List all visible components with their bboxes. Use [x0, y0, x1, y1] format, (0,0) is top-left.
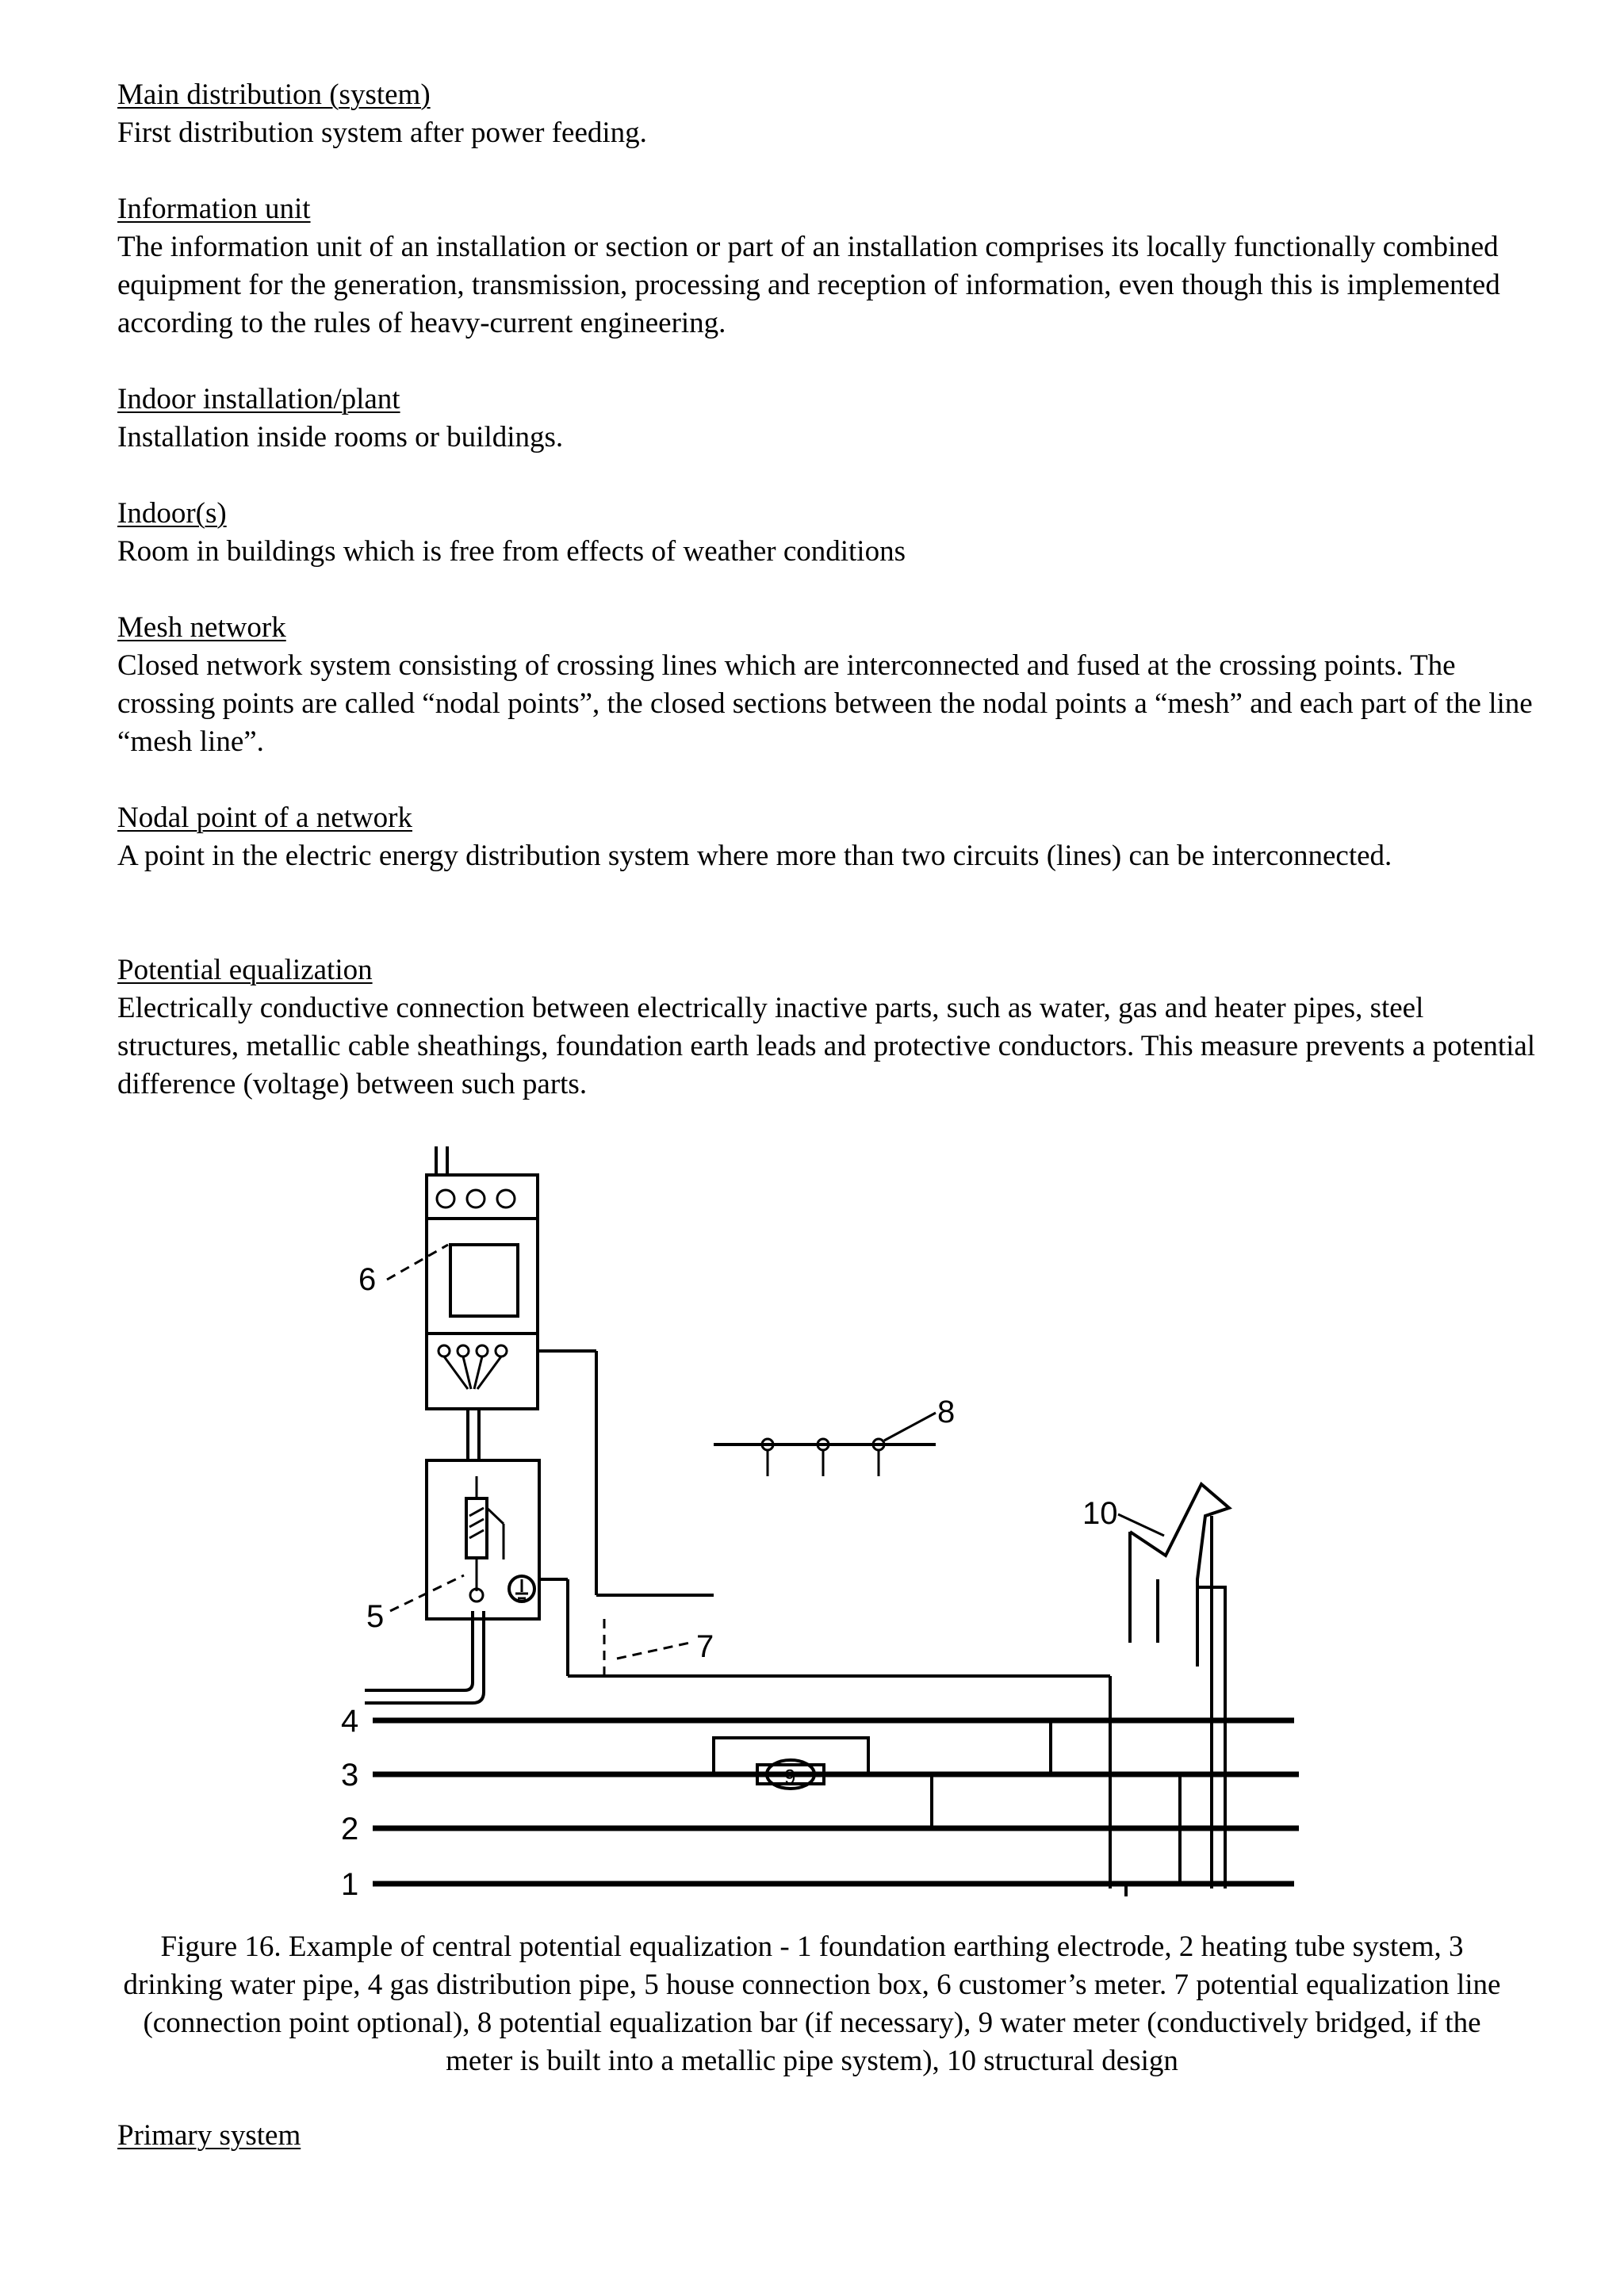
glossary-entry-information-unit [117, 190, 1545, 342]
term-heading: Indoor installation/plant [117, 383, 400, 415]
term-heading: Potential equalization [117, 954, 373, 986]
label-4: 4 [341, 1704, 359, 1739]
label-10: 10 [1082, 1496, 1118, 1531]
label-7: 7 [696, 1629, 714, 1664]
glossary-entry-potential-equalization [117, 951, 1545, 1104]
water-meter-bridge [714, 1738, 868, 1789]
feed-lines [436, 1146, 447, 1175]
potential-equalization-bar [714, 1413, 936, 1476]
term-heading: Indoor(s) [117, 497, 227, 530]
glossary-entry-nodal-point [117, 799, 1545, 875]
glossary-entry-primary-system [117, 2117, 1545, 2155]
bonding-connections [932, 1720, 1180, 1896]
diagram-svg [317, 1135, 1348, 1912]
figure-caption: Figure 16. Example of central potential equalization - 1 foundation earthing electrode, 2 heating tube system, 3 drinking water pipe, 4 gas distribution pipe, 5 house connection box, 6 customer’s meter. 7 potential equalization line (connection point optional), 8 potential equalization bar (if necessary), 9 water meter (conductively bridged, if the meter is built into a metallic pipe system), 10 structural design [123, 1931, 1501, 2077]
term-definition: Closed network system consisting of crossing lines which are interconnected and fused at the crossing points. The crossing points are called “nodal points”, the closed sections between the nodal points a “mesh” and each part of the line “mesh line”. [117, 649, 1533, 758]
customers-meter [427, 1175, 596, 1409]
potential-equalization-line [568, 1351, 1110, 1888]
label-5: 5 [366, 1599, 385, 1634]
term-heading: Primary system [117, 2119, 301, 2152]
term-definition: A point in the electric energy distribution system where more than two circuits (lines) can be interconnected. [117, 840, 1392, 872]
pipe-lines [373, 1720, 1299, 1884]
term-heading: Information unit [117, 193, 311, 225]
figure-potential-equalization-diagram [317, 1135, 1348, 1912]
term-definition: Installation inside rooms or buildings. [117, 421, 564, 453]
label-2: 2 [341, 1812, 359, 1846]
term-definition: Electrically conductive connection between electrically inactive parts, such as water, gas and heater pipes, steel structures, metallic cable sheathings, foundation earth leads and protective conductors. This measure prevents a potential difference (voltage) between such parts. [117, 992, 1536, 1100]
term-definition: First distribution system after power feeding. [117, 117, 647, 149]
glossary-entry-main-distribution [117, 76, 1545, 152]
term-definition: Room in buildings which is free from effects of weather conditions [117, 535, 906, 568]
glossary-entry-indoor-installation [117, 381, 1545, 457]
label-8: 8 [937, 1395, 956, 1429]
term-heading: Mesh network [117, 611, 286, 644]
label-6: 6 [358, 1262, 377, 1297]
term-heading: Nodal point of a network [117, 802, 412, 834]
glossary-entry-mesh-network [117, 609, 1545, 761]
meter-to-box-cable [468, 1409, 479, 1460]
label-3: 3 [341, 1758, 359, 1793]
label-1: 1 [341, 1867, 359, 1902]
svg-text:9: 9 [784, 1765, 796, 1789]
term-heading: Main distribution (system) [117, 78, 431, 111]
glossary-entry-indoors [117, 495, 1545, 571]
figure-labels [341, 1245, 1118, 1902]
house-connection-box [427, 1460, 568, 1676]
term-definition: The information unit of an installation or section or part of an installation comprises its locally functionally combined equipment for the generation, transmission, processing and reception of information, even though this is implemented according to the rules of heavy-current engineering. [117, 231, 1500, 339]
